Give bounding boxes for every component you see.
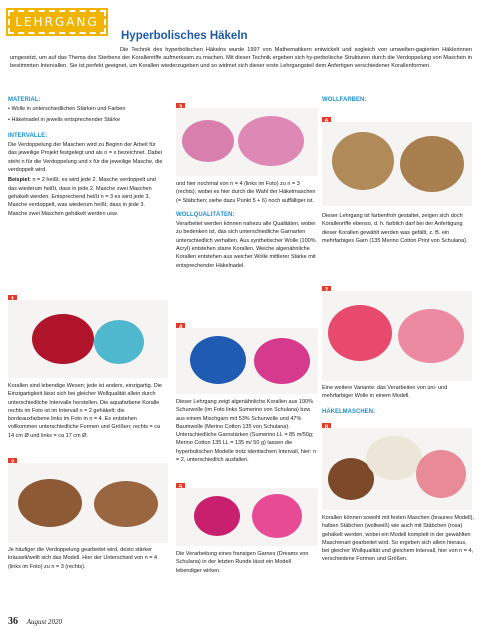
coral-magenta bbox=[254, 338, 310, 384]
text-1: Korallen sind lebendige Wesen; jede ist anders, einzigartig. Die Einzigartigkeit lässt sich bei gleicher Wollqualität allein durch unterschiedliche Intervalle herstellen. Die aquafarbene Koralle rechts im Foto ist im Intervall n = 2 gehäkelt; die bordeauxfarbene links im Foto in n = 4. Es entstehen vollkommen unterschiedliche Formen und Größen; rechts = ca 14 cm Ø und links = ca 17 cm Ø. bbox=[8, 383, 162, 439]
wollfarben-heading: WOLLFARBEN: bbox=[322, 97, 367, 103]
text-5: Die Verarbeitung eines fransigen Garnes (Dreams von Schulana) in der letzten Runde lässt ein Modell lebendiger wirken. bbox=[176, 551, 309, 574]
photo-1-corals bbox=[8, 300, 168, 378]
coral-pink-right bbox=[238, 116, 304, 166]
wollqualitaeten-text: Verarbeitet werden können nahezu alle Qualitäten, wobei zu bedenken ist, das sich unterschiedliche Garnarten unterschiedlich verhalten. Aus synthetischer Wolle (100% Acryl) entstehen starre Korallen. Weiche algenähnliche Korallen entstehen aus weicher Wolle mittlerer Stärke mit entsprechender Häkelnadel. bbox=[176, 221, 316, 269]
material-item: • Wolle in unterschiedlichen Stärken und Farben bbox=[8, 105, 163, 113]
coral-multicolor-left bbox=[332, 132, 394, 190]
intervalle-example bbox=[8, 176, 163, 217]
section-tab: LEHRGANG bbox=[8, 10, 106, 34]
coral-pink-left bbox=[182, 120, 234, 162]
coral-fringe-left bbox=[194, 496, 240, 536]
page-number: 36 bbox=[8, 616, 18, 627]
haekelmaschen-heading: HÄKELMASCHEN: bbox=[322, 409, 375, 415]
text-4: Dieser Lehrgang zeigt algenähnliche Korallen aus 100% Schurwolle (im Foto links Sumerino von Schulana) bzw aus einem Mischgarn mit 53% Schurwolle und 47% Baumwolle (Merino Cotton 135 von Schulana). Unterschiedliche Garnstärken (Sumerino LL = 85 m/50g; Merino Cotton 135 LL = 135 m/ 50 g) lassen die hyperbolischen Modelle trotz identischem Intervall, hier: n = 2, unterschiedlich ausfallen. bbox=[176, 399, 317, 464]
photo-5-corals bbox=[176, 488, 318, 546]
coral-brown-left bbox=[18, 479, 82, 527]
photo-4-corals bbox=[176, 328, 318, 394]
page-footer bbox=[8, 616, 62, 627]
photo-6-corals bbox=[322, 122, 472, 206]
column-2 bbox=[176, 180, 318, 272]
example-label: Beispiel: bbox=[8, 177, 31, 184]
text-6: Dieser Lehrgang ist farbenfroh gestaltet, zeigen sich doch Korallenriffe ebenso, d. h. farblich darf bei der Anfertigung dieser Korallen gewählt werden was gefällt, z. B. ein mehrfarbiges Garn (135 Merino Cotton Print von Schulana). bbox=[322, 213, 468, 244]
haekelmaschen-block bbox=[322, 408, 474, 417]
intervalle-text: Die Verdoppelung der Maschen wird zu Beginn der Arbeit für das jeweilige Projekt festgelegt und als n = x bezeichnet. Dabei steht n für die Verdoppelung und x für die jeweilige Masche, die verdoppelt wird. bbox=[8, 142, 163, 174]
column-3 bbox=[322, 96, 474, 105]
photo-8-corals bbox=[322, 428, 472, 510]
coral-fringe-right bbox=[252, 494, 302, 538]
coral-multicolor-right bbox=[400, 136, 464, 192]
intro-text: Die Technik des hyperbolischen Häkelns wurde 1997 von Mathematikern entwickelt und sogleich von umwelten-gagierten Häklerinnen umgesetzt, um auf das Thema des Sterbens der Korallenriffe aufmerksam zu machen. Mit dieser Technik ergeben sich hy-perbolische Strukturen durch die Verdoppelung von Maschen in bestimmten Intervallen. Sie ist perfekt geeignet, um Korallen wiederzugeben und so widmet sich dieser erste Lehrgangsteil dem Anfertigen verschiedener Korallenformen. bbox=[10, 47, 472, 70]
intervalle-heading: INTERVALLE: bbox=[8, 132, 48, 139]
text-2: Je häufiger die Verdoppelung gearbeitet wird, desto stärker kräuselt/wellt sich das Modell. Hier der Unterschied von n = 4 (links im Foto) zu n = 3 (rechts). bbox=[8, 547, 158, 570]
example-text: n = 2 heißt, es wird jede 2. Masche verdoppelt und das wiederum heißt, dass in jede 2. Masche zwei Maschen gehäkelt werden. Entsprechend heißt n = 3 es wird jede 3. Masche verdoppelt, was wiederum heißt, dass in jede 3. Masche zwei Maschen gehäkelt werden usw. bbox=[8, 177, 156, 217]
issue-date: August 2020 bbox=[26, 618, 62, 626]
photo-2-corals bbox=[8, 463, 168, 543]
coral-red bbox=[328, 305, 392, 361]
material-heading: MATERIAL: bbox=[8, 97, 41, 103]
photo-3-corals bbox=[176, 108, 318, 176]
column-1 bbox=[8, 96, 163, 220]
coral-bordeaux bbox=[32, 314, 94, 364]
material-item: • Häkelnadel in jeweils entsprechender Stärke bbox=[8, 116, 163, 124]
coral-white bbox=[366, 436, 422, 480]
col2-intro: und hier nochmal von n = 4 (links im Foto) zu n = 3 (rechts); wobei es hier durch die Wahl der Häkelmaschen (= Stäbchen; siehe dazu Punkt 5 + 6) noch auffälliger ist. bbox=[176, 181, 316, 204]
photo-7-corals bbox=[322, 291, 472, 381]
coral-rose bbox=[416, 450, 466, 498]
coral-blue bbox=[190, 336, 246, 384]
coral-brown-right bbox=[94, 481, 158, 527]
coral-pink-mix bbox=[398, 309, 464, 363]
text-8: Korallen können sowohl mit festen Maschen (braunes Modell), halben Stäbchen (wollweiß) wie auch mit Stäbchen (rosa) gehäkelt werden, wobei ein Modell komplett in der gewählten Maschenart gearbeitet wird. So ergeben sich allein hieraus, bei gleicher Wollqualität und gleichem Intervall, hier von n = 4, verschiedene Formen und Größen. bbox=[322, 515, 474, 563]
wollqualitaeten-heading: WOLLQUALITÄTEN: bbox=[176, 211, 235, 218]
text-7: Eine weitere Variante: das Verarbeiten von uni- und mehrfarbiger Wolle in einem Modell. bbox=[322, 385, 448, 400]
coral-aqua bbox=[94, 320, 144, 364]
page-title: Hyperbolisches Häkeln bbox=[121, 30, 248, 42]
